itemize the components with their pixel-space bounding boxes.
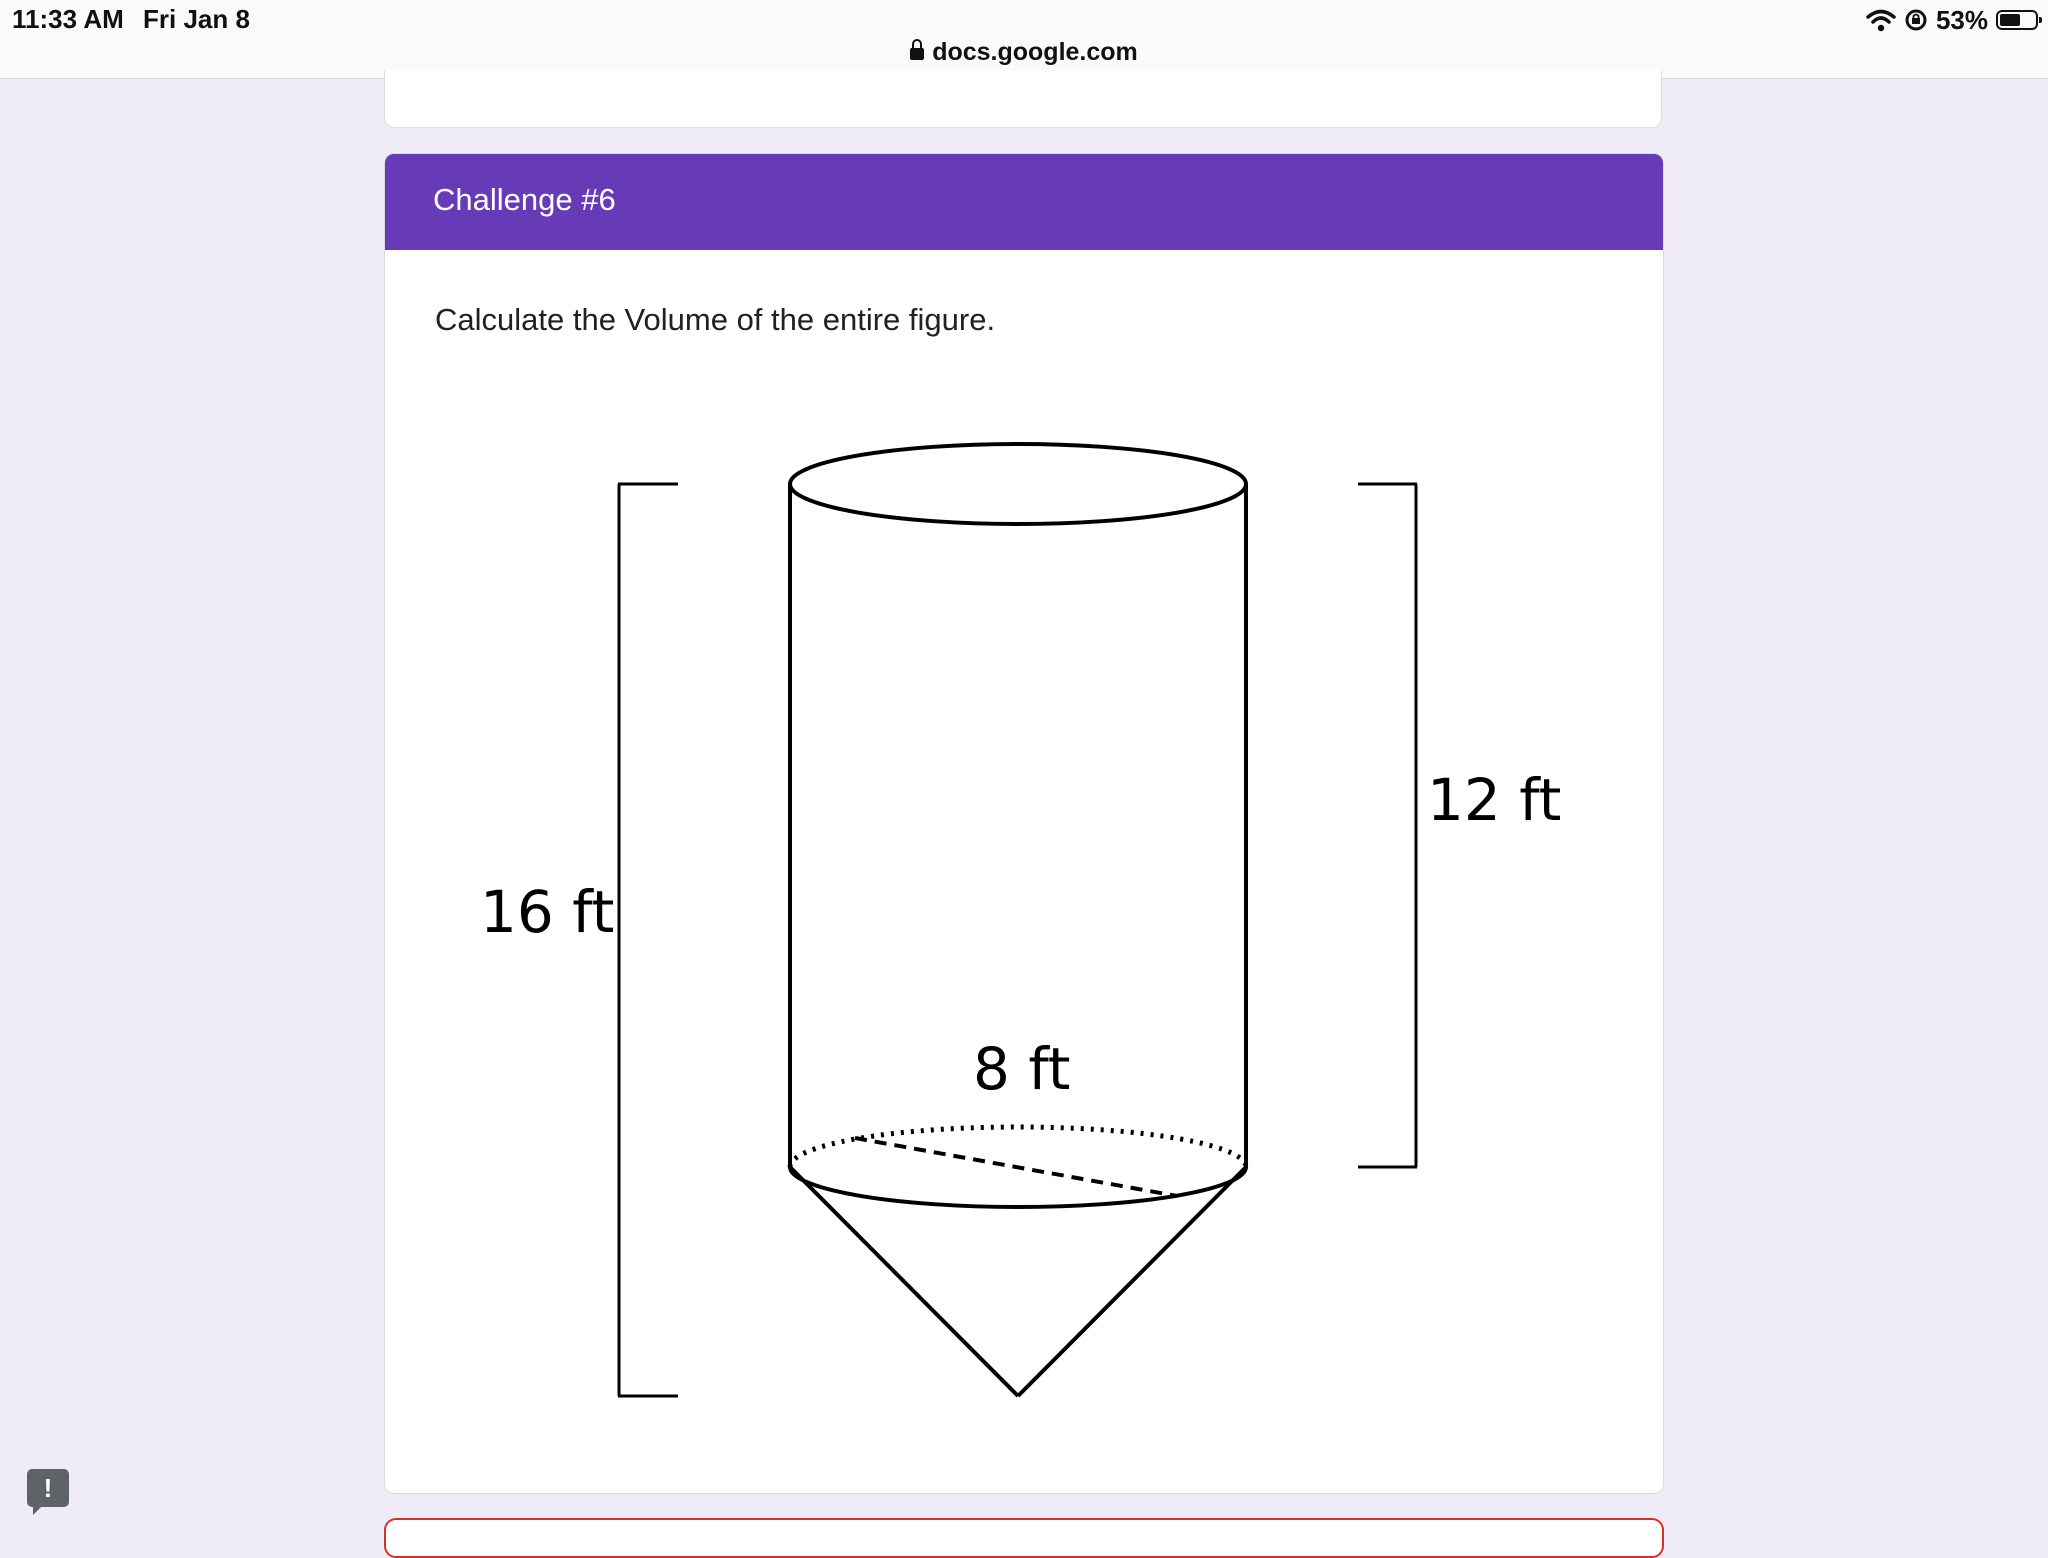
previous-question-card [384,70,1662,128]
status-indicators [1866,4,2038,36]
battery-percentage: 53% [1935,4,1988,35]
status-time: 11:33 AM [12,4,124,34]
cone-shape [790,1167,1246,1396]
diameter-label: 8 ft [973,1035,1071,1103]
battery-icon [1996,10,2038,30]
total-height-bracket [618,484,678,1396]
section-card [384,153,1664,1494]
status-date: Fri Jan 8 [143,4,250,34]
next-question-card [384,1518,1664,1558]
lock-icon [910,48,924,60]
cylinder-height-bracket [1358,484,1417,1167]
section-title: Challenge #6 [433,182,616,217]
status-bar [0,0,2048,79]
feedback-icon: ! [43,1473,53,1503]
composite-figure-image [385,154,1664,1494]
report-feedback-button[interactable] [27,1469,69,1507]
address-bar[interactable] [0,38,2048,67]
orientation-lock-icon [1904,8,1928,32]
total-height-label: 16 ft [480,878,615,946]
wifi-icon [1866,8,1896,32]
cylinder-height-label: 12 ft [1427,766,1562,834]
url-text: docs.google.com [932,38,1138,66]
question-text: Calculate the Volume of the entire figure. [435,302,996,337]
